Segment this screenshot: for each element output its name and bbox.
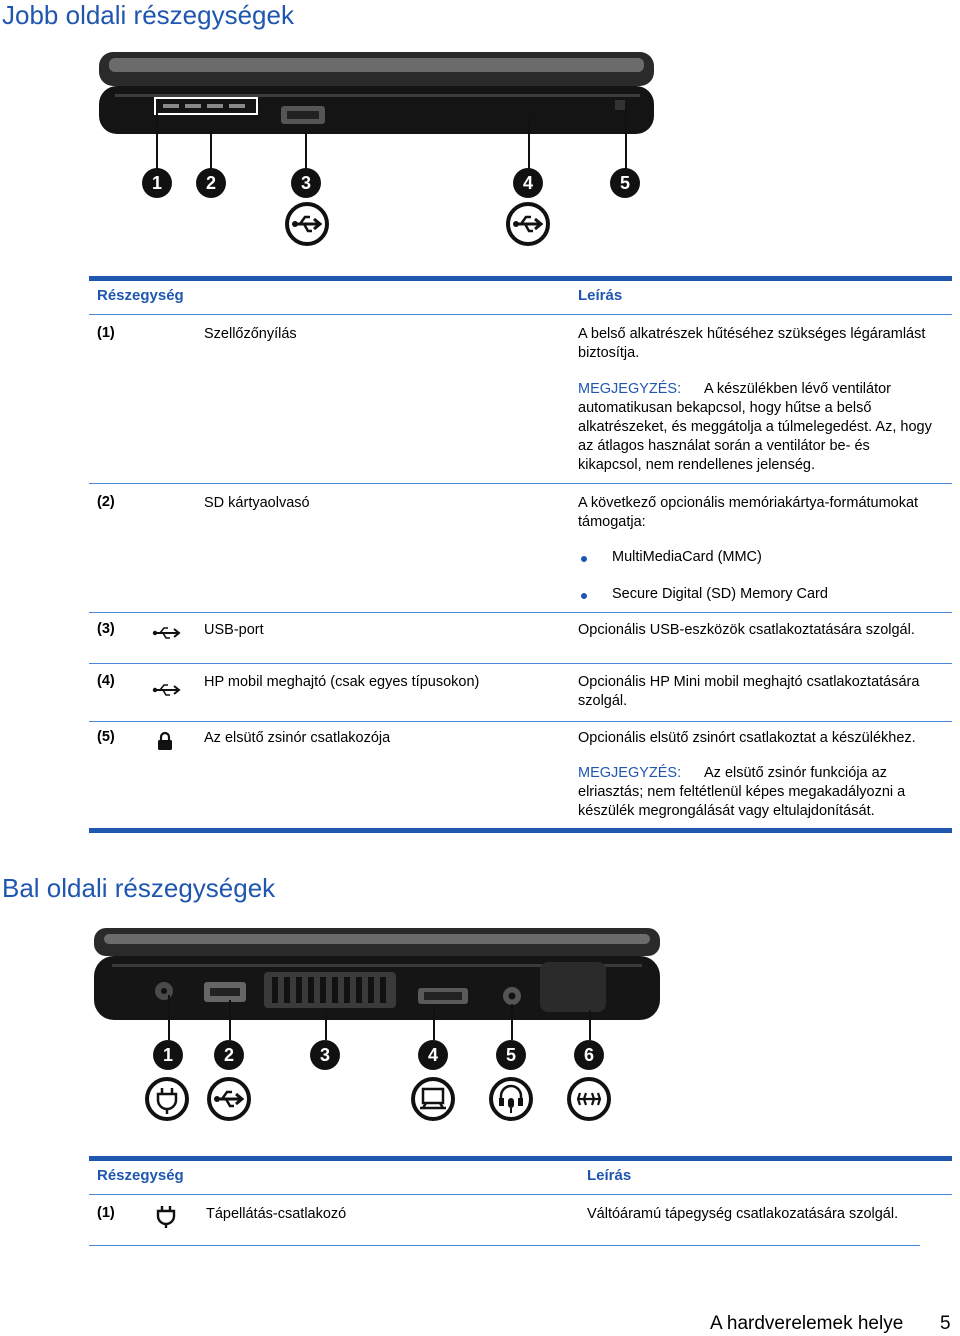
callout-4: 4 [418,1040,448,1070]
header-rule [89,1194,952,1195]
callout-1: 1 [142,168,172,198]
leader-line [168,995,170,1040]
callout-5: 5 [496,1040,526,1070]
usb-icon [152,626,182,640]
row-number: (4) [97,673,115,689]
callout-6: 6 [574,1040,604,1070]
callout-3: 3 [291,168,321,198]
leader-line [528,118,530,170]
column-header-component: Részegység [97,1167,184,1184]
row-number: (1) [97,1205,115,1221]
row-rule [89,721,952,722]
header-rule [89,314,952,315]
usb-icon [206,1076,252,1122]
usb-icon [152,683,182,697]
leader-line [625,110,627,170]
row-number: (2) [97,494,115,510]
lock-icon [157,731,173,751]
callout-2: 2 [214,1040,244,1070]
table-bottom-rule [89,828,952,833]
description-line: Opcionális USB-eszközök csatlakoztatására szolgál. [578,622,915,638]
component-name: USB-port [204,622,264,638]
callout-2: 2 [196,168,226,198]
bullet [581,593,587,599]
component-name: SD kártyaolvasó [204,495,310,511]
laptop-left-side-image [92,926,664,1024]
usb-icon [284,201,330,247]
laptop-right-side-image [95,48,660,138]
leader-line [210,128,212,170]
note-line: az átlagos használat során a ventilátor be- és [578,438,870,454]
callout-5: 5 [610,168,640,198]
callout-1: 1 [153,1040,183,1070]
page-number: 5 [940,1313,951,1334]
section-title-left: Bal oldali részegységek [2,873,276,903]
table-top-rule [89,1156,952,1161]
bullet-item: Secure Digital (SD) Memory Card [612,586,828,602]
description-line: szolgál. [578,693,628,709]
description-line: biztosítja. [578,345,640,361]
power-plug-icon [144,1076,190,1122]
column-header-description: Leírás [587,1167,632,1184]
note-label: MEGJEGYZÉS: [578,381,682,397]
note-line: automatikusan bekapcsol, hogy hűtse a belső [578,400,872,416]
usb-icon [505,201,551,247]
row-number: (3) [97,621,115,637]
note-line: A készülékben lévő ventilátor [704,381,891,397]
component-name: Az elsütő zsinór csatlakozója [204,730,391,746]
leader-line [589,1010,591,1040]
description-line: Opcionális elsütő zsinórt csatlakoztat a készülékhez. [578,730,916,746]
table-top-rule [89,276,952,281]
power-plug-icon [156,1205,176,1229]
row-rule [89,1245,920,1246]
callout-4: 4 [513,168,543,198]
description-line: A belső alkatrészek hűtéséhez szükséges légáramlást [578,326,926,342]
footer-text: A hardverelemek helye [710,1313,904,1334]
leader-line [156,112,158,170]
callout-3: 3 [310,1040,340,1070]
note-line: elriasztás; nem feltétlenül képes megakadályozni a [578,784,906,800]
note-label: MEGJEGYZÉS: [578,765,682,781]
leader-line [511,1004,513,1040]
row-number: (1) [97,325,115,341]
note-line: Az elsütő zsinór funkciója az [704,765,887,781]
note-line: alkatrészeket, és meggátolja a túlmelegedést. Az, hogy [578,419,932,435]
section-title-right: Jobb oldali részegységek [2,0,294,30]
column-header-description: Leírás [578,287,623,304]
row-rule [89,663,952,664]
leader-line [433,1006,435,1040]
component-name: Szellőzőnyílás [204,326,297,342]
description-line: Váltóáramú tápegység csatlakozatására szolgál. [587,1206,899,1222]
component-name: HP mobil meghajtó (csak egyes típusokon) [204,674,480,690]
external-monitor-icon [410,1076,456,1122]
row-number: (5) [97,729,115,745]
row-rule [89,612,952,613]
description-line: támogatja: [578,514,646,530]
network-jack-icon [566,1076,612,1122]
component-name: Tápellátás-csatlakozó [206,1206,347,1222]
bullet-item: MultiMediaCard (MMC) [612,549,762,565]
leader-line [305,128,307,170]
leader-line [325,1010,327,1040]
bullet [581,556,587,562]
headphone-microphone-icon [488,1076,534,1122]
column-header-component: Részegység [97,287,184,304]
leader-line [229,1000,231,1040]
note-line: készülék megrongálását vagy eltulajdonítását. [578,803,875,819]
row-rule [89,483,952,484]
description-line: A következő opcionális memóriakártya-formátumokat [578,495,919,511]
description-line: Opcionális HP Mini mobil meghajtó csatlakoztatására [578,674,920,690]
note-line: kikapcsol, nem rendellenes jelenség. [578,457,815,473]
